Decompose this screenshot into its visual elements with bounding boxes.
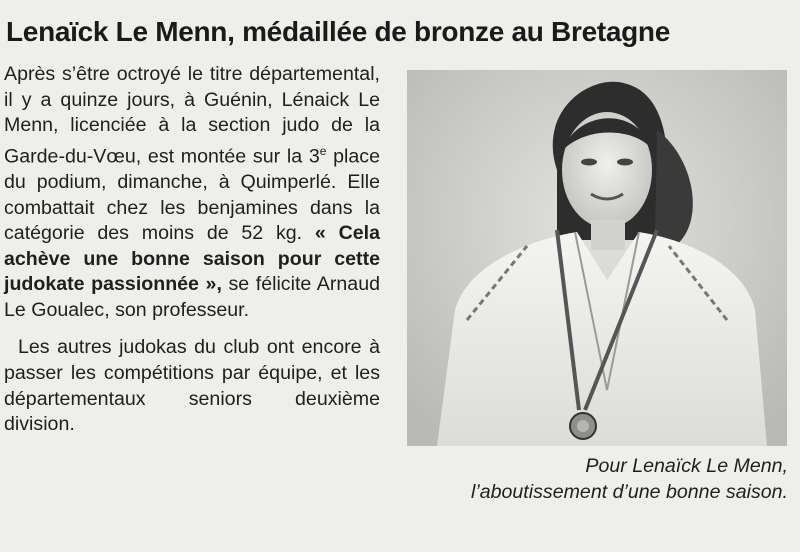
paragraph-1-lead: Après s’être octroyé le titre départemental, il y a quinze jours, à Guénin, Lénaick Le Menn, licenciée à la section judo de la Garde-du-Vœu, est montée sur la 3 xyxy=(4,63,380,168)
judoka-photo-illustration xyxy=(407,70,787,446)
judoka-photo xyxy=(407,70,787,446)
caption-line-2: l’aboutissement d’une bonne saison. xyxy=(471,481,788,503)
article-body xyxy=(4,62,380,438)
ordinal-superscript: e xyxy=(319,143,327,158)
paragraph-1-tail: se félicite Arnaud Le Goualec, son professeur. xyxy=(4,273,380,321)
photo-caption xyxy=(388,453,788,505)
article-paragraph-1 xyxy=(4,62,380,323)
paragraph-1-middle: place du podium, dimanche, à Quimperlé. Elle combattait chez les benjamines dans la catégorie des moins de 52 kg. xyxy=(4,145,380,245)
article-headline: Lenaïck Le Menn, médaillée de bronze au Bretagne xyxy=(6,16,671,47)
caption-line-1: Pour Lenaïck Le Menn, xyxy=(585,455,788,477)
coach-quote: « Cela achève une bonne saison pour cette judokate passionnée », xyxy=(4,222,380,296)
article-paragraph-2: Les autres judokas du club ont encore à passer les compétitions par équipe, et les départementaux seniors deuxième division. xyxy=(4,336,380,436)
